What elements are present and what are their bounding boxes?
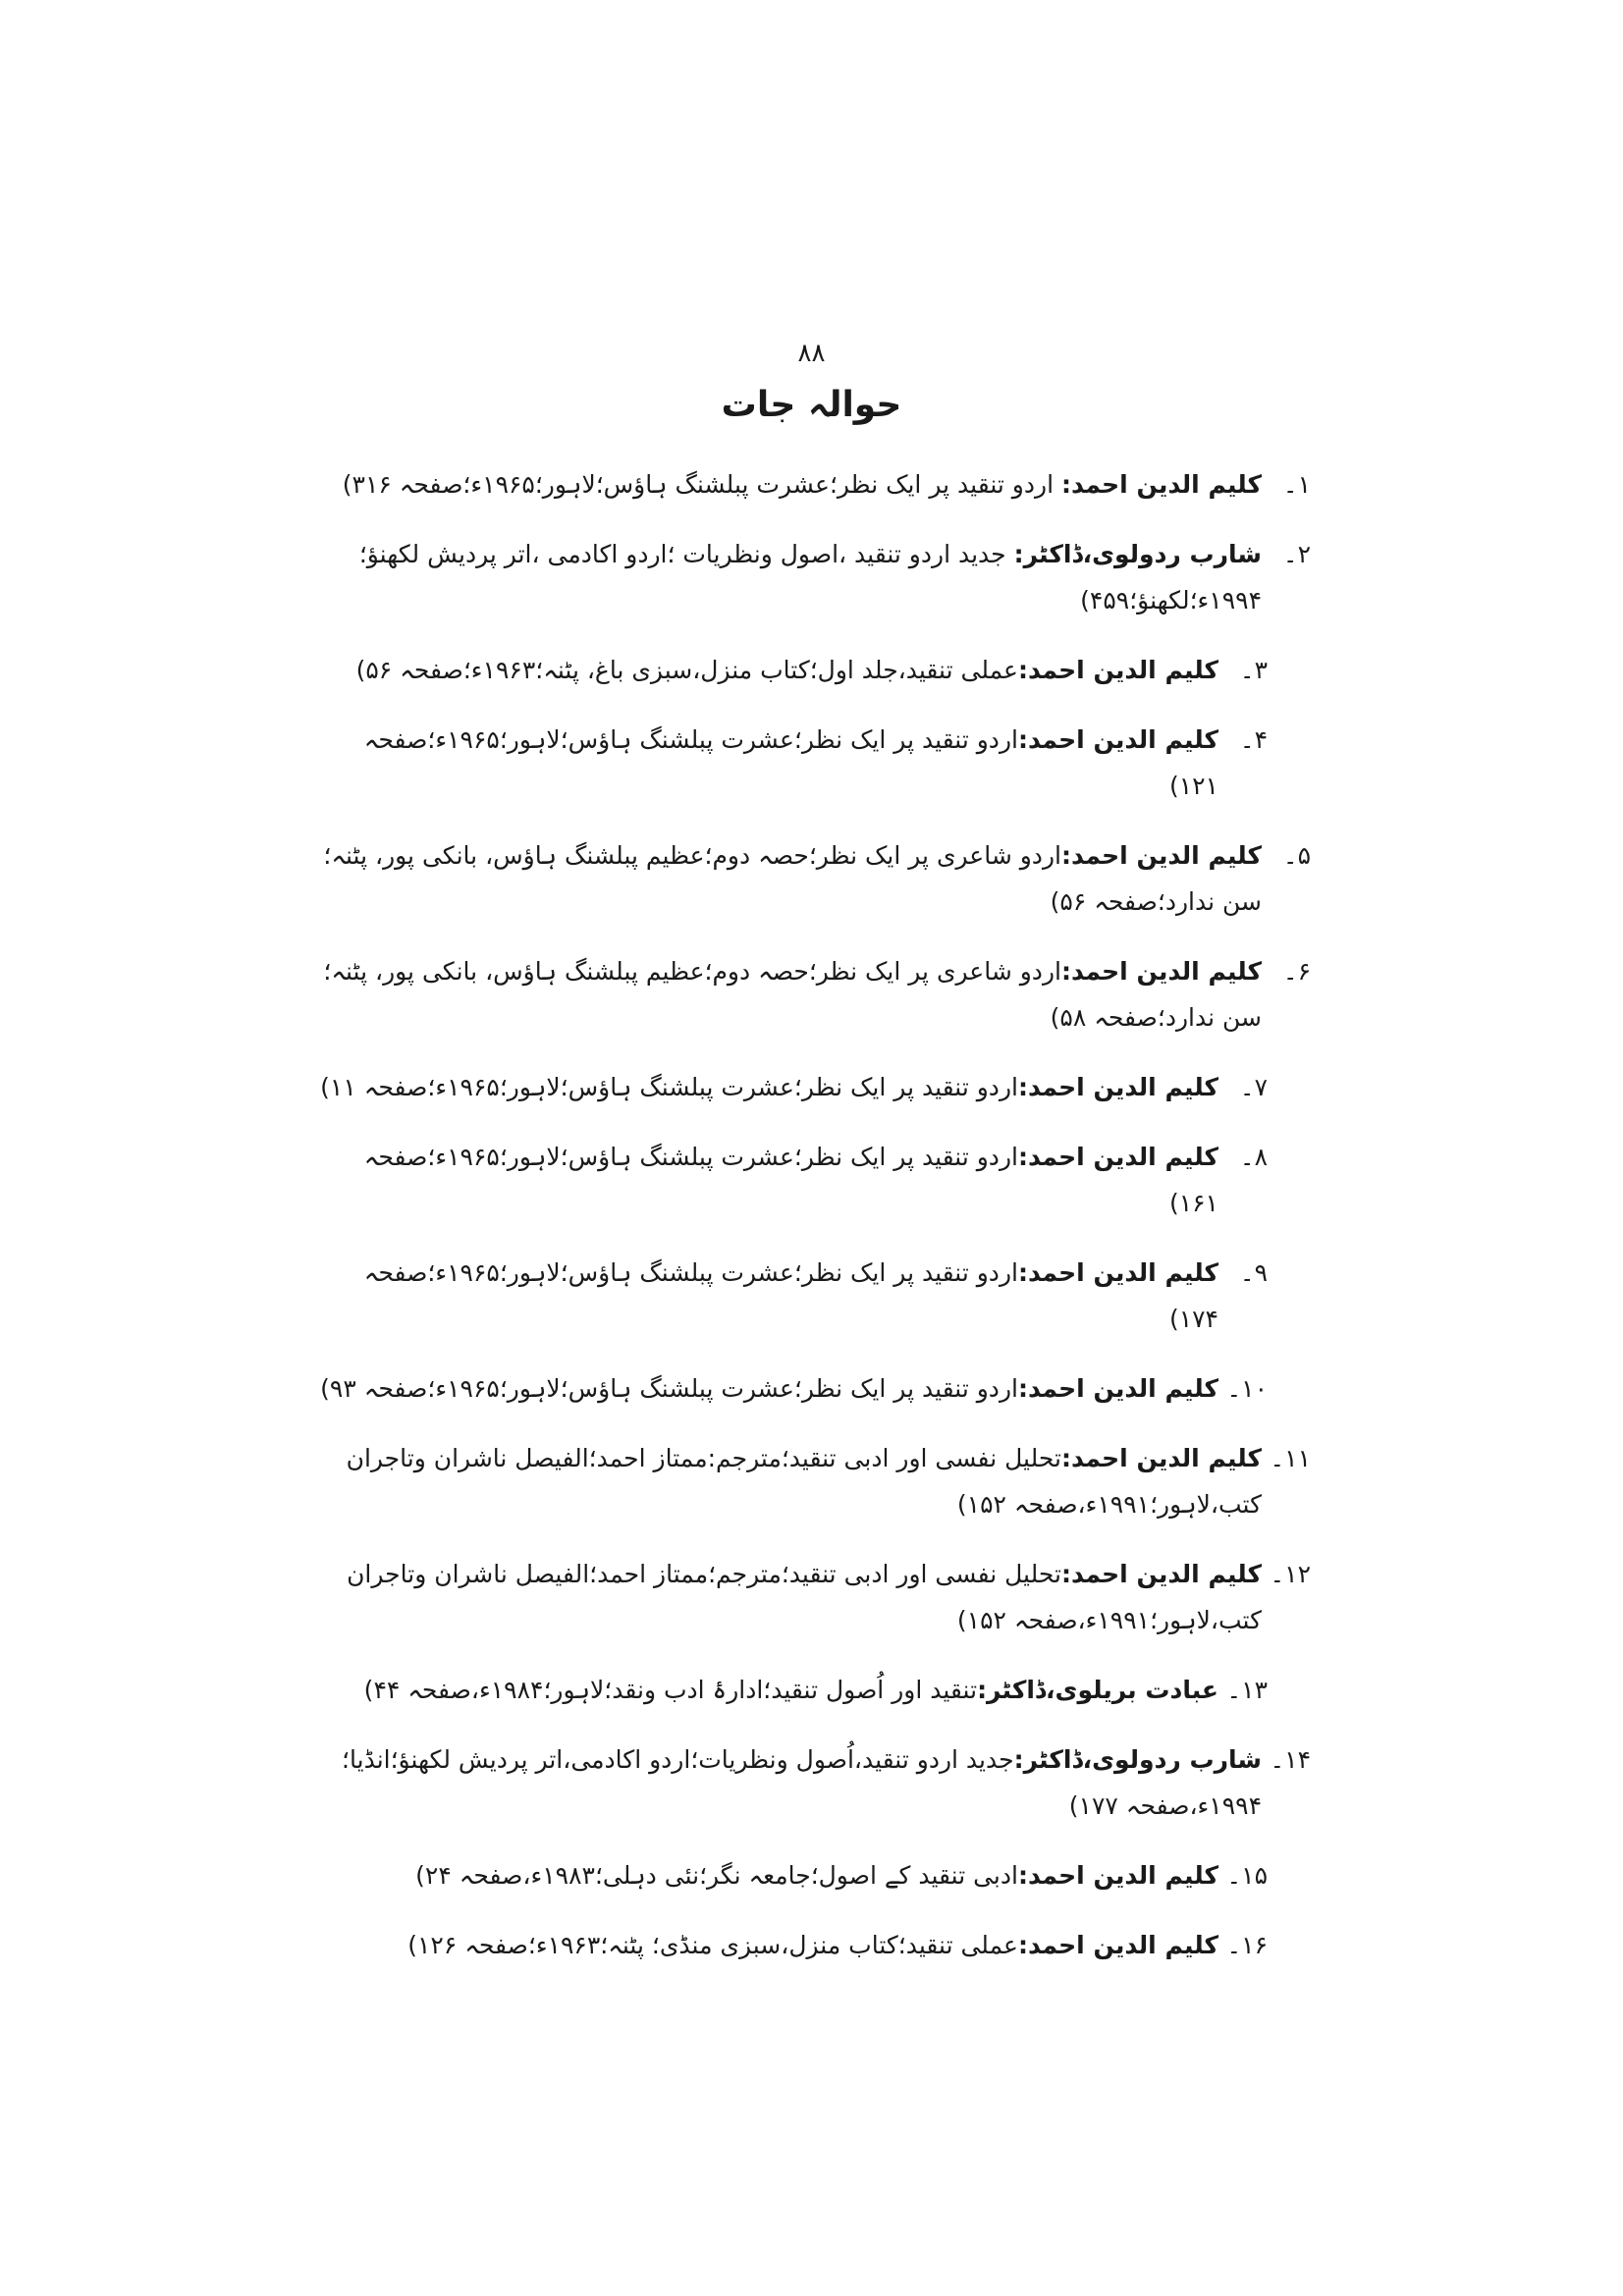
reference-item [319,647,1311,693]
reference-number: ۲۔ [1282,540,1311,568]
reference-author: شارب ردولوی،ڈاکٹر: [1013,540,1262,568]
reference-item [319,1551,1311,1643]
reference-text: عملی تنقید،جلد اول؛کتاب منزل،سبزی باغ، پٹنہ؛۱۹۶۳ء؛صفحہ ۵۶) [355,656,1018,684]
reference-item [319,1852,1311,1898]
reference-number: ۱۴۔ [1270,1745,1311,1774]
reference-number: ۱۱۔ [1270,1444,1311,1472]
reference-text: اردو تنقید پر ایک نظر؛عشرت پبلشنگ ہاؤس؛لاہور؛۱۹۶۵ء؛صفحہ ۳۱۶) [342,470,1061,499]
reference-item [319,832,1311,925]
reference-author: کلیم الدین احمد: [1060,957,1262,986]
reference-author: کلیم الدین احمد: [1017,725,1218,754]
reference-text: ادبی تنقید کے اصول؛جامعہ نگر؛نئی دہلی؛۱۹۸۳ء،صفحہ ۲۴) [415,1861,1018,1890]
reference-author: کلیم الدین احمد: [1017,656,1218,684]
reference-number: ۱۰۔ [1226,1374,1268,1403]
reference-item [319,717,1311,809]
reference-item [319,1365,1311,1412]
reference-item [319,1134,1311,1226]
reference-author: کلیم الدین احمد: [1017,1931,1218,1959]
reference-author: کلیم الدین احمد: [1060,1560,1262,1588]
reference-text: اردو تنقید پر ایک نظر؛عشرت پبلشنگ ہاؤس؛لاہور؛۱۹۶۵ء؛صفحہ ۱۷۴) [363,1258,1218,1333]
reference-item [319,1667,1311,1713]
reference-text: جدید اردو تنقید،اُصول ونظریات؛اردو اکادمی،اتر پردیش لکھنؤ؛انڈیا؛۱۹۹۴ء،صفحہ ۱۷۷) [342,1745,1262,1820]
reference-text: جدید اردو تنقید ،اصول ونظریات ؛اردو اکادمی ،اتر پردیش لکھنؤ؛۱۹۹۴ء؛لکھنؤ؛۴۵۹) [358,540,1262,614]
reference-author: شارب ردولوی،ڈاکٹر: [1013,1745,1262,1774]
reference-number: ۱۔ [1282,470,1311,499]
reference-number: ۳۔ [1239,656,1268,684]
reference-item [319,1064,1311,1110]
reference-text: اردو تنقید پر ایک نظر؛عشرت پبلشنگ ہاؤس؛لاہور؛۱۹۶۵ء؛صفحہ ۹۳) [320,1374,1018,1403]
reference-item [319,948,1311,1041]
reference-text: اردو شاعری پر ایک نظر؛حصہ دوم؛عظیم پبلشنگ ہاؤس، بانکی پور، پٹنہ؛سن ندارد؛صفحہ ۵۸) [323,957,1262,1032]
reference-item [319,1736,1311,1829]
reference-number: ۷۔ [1239,1073,1268,1101]
reference-item [319,461,1311,507]
page-title: حوالہ جات [721,385,902,425]
reference-item [319,1250,1311,1342]
reference-text: تحلیل نفسی اور ادبی تنقید؛مترجم:ممتاز احمد؛الفیصل ناشران وتاجران کتب،لاہور؛۱۹۹۱ء،صفحہ ۱۵۲) [346,1444,1262,1519]
reference-item [319,1922,1311,1968]
reference-text: تحلیل نفسی اور ادبی تنقید؛مترجم؛ممتاز احمد؛الفیصل ناشران وتاجران کتب،لاہور؛۱۹۹۱ء،صفحہ ۱۵۲) [347,1560,1262,1634]
reference-number: ۱۶۔ [1226,1931,1268,1959]
reference-number: ۱۲۔ [1270,1560,1311,1588]
reference-number: ۸۔ [1239,1143,1268,1171]
reference-author: کلیم الدین احمد: [1017,1861,1218,1890]
reference-number: ۶۔ [1282,957,1311,986]
reference-author: کلیم الدین احمد: [1017,1258,1218,1287]
reference-author: کلیم الدین احمد: [1017,1143,1218,1171]
reference-list [319,461,1311,1992]
reference-number: ۱۳۔ [1226,1676,1268,1704]
reference-text: اردو تنقید پر ایک نظر؛عشرت پبلشنگ ہاؤس؛لاہور؛۱۹۶۵ء؛صفحہ ۱۱) [320,1073,1018,1101]
reference-text: عملی تنقید؛کتاب منزل،سبزی منڈی؛ پٹنہ؛۱۹۶۳ء؛صفحہ ۱۲۶) [407,1931,1018,1959]
reference-author: کلیم الدین احمد: [1060,1444,1262,1472]
reference-number: ۴۔ [1239,725,1268,754]
reference-text: تنقید اور اُصول تنقید؛ادارۂ ادب ونقد؛لاہور؛۱۹۸۴ء،صفحہ ۴۴) [363,1676,978,1704]
reference-text: اردو شاعری پر ایک نظر؛حصہ دوم؛عظیم پبلشنگ ہاؤس، بانکی پور، پٹنہ؛سن ندارد؛صفحہ ۵۶) [323,841,1262,916]
reference-text: اردو تنقید پر ایک نظر؛عشرت پبلشنگ ہاؤس؛لاہور؛۱۹۶۵ء؛صفحہ ۱۲۱) [363,725,1218,800]
reference-author: کلیم الدین احمد: [1017,1374,1218,1403]
reference-number: ۱۵۔ [1226,1861,1268,1890]
reference-author: کلیم الدین احمد: [1017,1073,1218,1101]
page-number: ۸۸ [797,339,826,368]
reference-item [319,531,1311,623]
reference-text: اردو تنقید پر ایک نظر؛عشرت پبلشنگ ہاؤس؛لاہور؛۱۹۶۵ء؛صفحہ ۱۶۱) [363,1143,1218,1217]
reference-number: ۵۔ [1282,841,1311,870]
reference-item [319,1435,1311,1527]
reference-author: کلیم الدین احمد: [1060,470,1262,499]
reference-author: کلیم الدین احمد: [1060,841,1262,870]
reference-author: عبادت بریلوی،ڈاکٹر: [977,1676,1218,1704]
reference-number: ۹۔ [1239,1258,1268,1287]
